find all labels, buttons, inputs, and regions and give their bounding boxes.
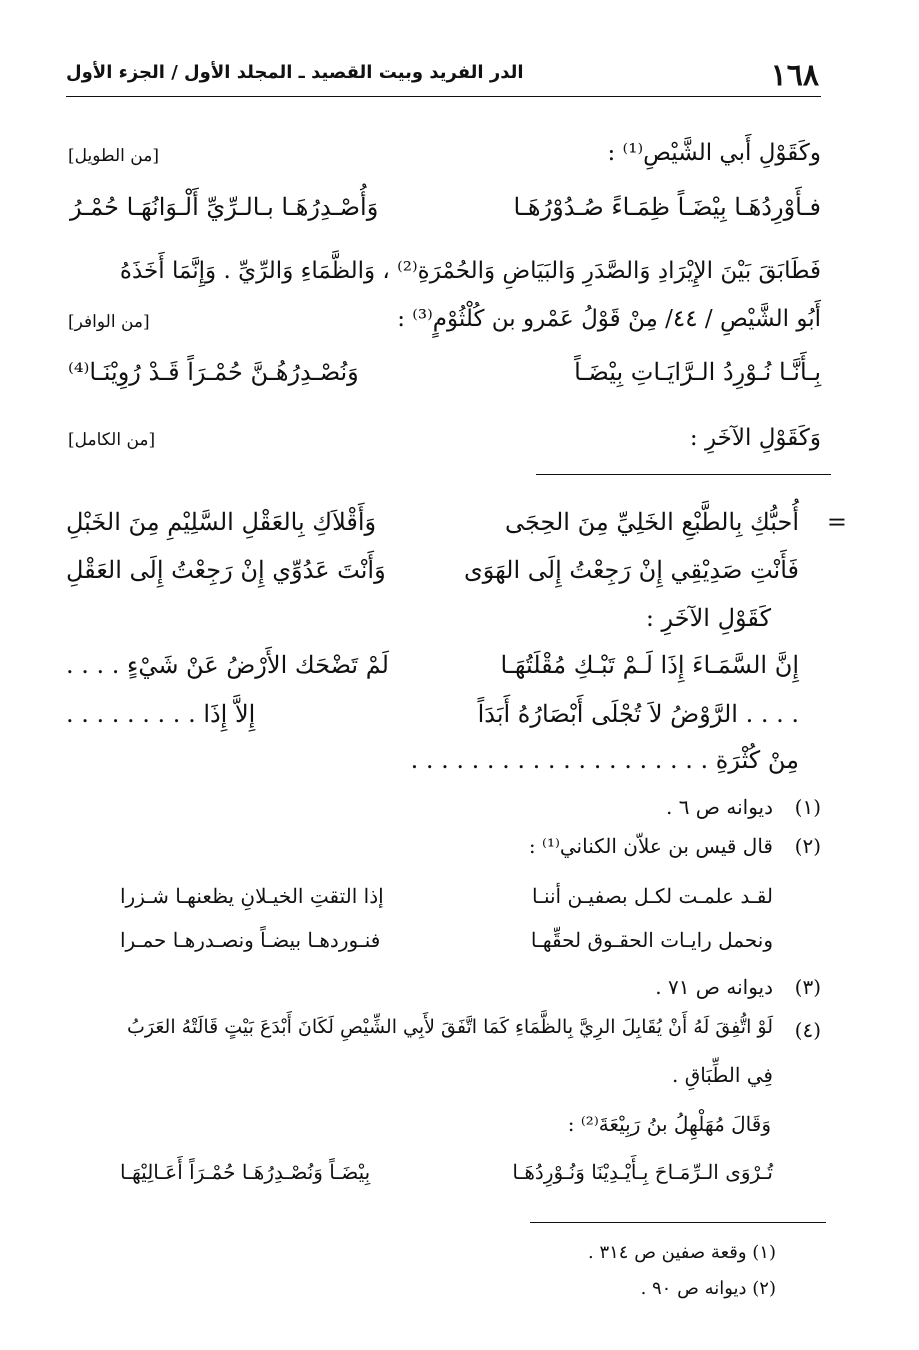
intro-line-1: وكَقَوْلِ أَبي الشَّيْصِ⁽¹⁾ : bbox=[607, 140, 821, 166]
footnote-3-text: ديوانه ص ٧١ . bbox=[655, 975, 773, 999]
cont-verse-4-right: . . . . الرَّوْضُ لاَ تُجْلَى أَبْصَارُهُ أَبَدَاً bbox=[477, 700, 799, 728]
meter-label-2: [من الوافر] bbox=[68, 312, 150, 332]
cont-verse-1-left: وَأَقْلاَكِ بِالعَقْلِ السَّلِيْمِ مِنَ الخَبْلِ bbox=[66, 508, 377, 536]
header-rule bbox=[66, 96, 821, 97]
footnote-4-verse-right: تُـرْوَى الـرِّمَـاحَ بِـأَيْـدِيْنَا وَنُـوْرِدُهَـا bbox=[512, 1160, 773, 1184]
cont-verse-3-right: إِنَّ السَّمَـاءَ إِذَا لَـمْ تَبْـكِ مُقْلَتُهَـا bbox=[500, 651, 799, 679]
running-title: الدر الفريد وبيت القصيد ـ المجلد الأول / الجزء الأول bbox=[66, 62, 524, 83]
footnote-separator bbox=[536, 474, 831, 475]
verse-1-first-hemistich: فـأَوْرِدُهَـا بِيْضَـاً ظِمَـاءً صُـدُوْرُهَـا bbox=[513, 193, 821, 221]
cont-intro: كَقَوْلِ الآخَرِ : bbox=[645, 604, 771, 632]
footnote-2-verse-1-left: إذا التقتِ الخيـلانِ يظعنهـا شـزرا bbox=[120, 884, 384, 908]
footnote-4-intro: وَقَالَ مُهَلْهِلُ بنُ رَبِيْعَةَ⁽²⁾ : bbox=[567, 1112, 771, 1136]
verse-2-second-hemistich: وَنُصْـدِرُهُـنَّ حُمْـرَاً قَـدْ رُوِيْنَـا⁽⁴⁾ bbox=[68, 358, 359, 386]
verse-1-second-hemistich: وَأُصْـدِرُهَـا بـالـرِّيِّ أَلْـوَانُهَـا حُمْـرُ bbox=[70, 193, 379, 221]
cont-verse-2-left: وَأَنْتَ عَدُوِّي إِنْ رَجِعْتُ إِلَى العَقْلِ bbox=[66, 556, 386, 584]
intro-line-2: وَكَقَوْلِ الآخَرِ : bbox=[689, 425, 821, 451]
continuation-mark: = bbox=[826, 508, 847, 536]
prose-line-2: أَبُو الشَّيْصِ / ٤٤/ مِنْ قَوْلُ عَمْرو بن كُلْثُوْمٍ⁽³⁾ : bbox=[397, 306, 821, 332]
footnote-4-text-line-2: فِي الطِّبَاقِ . bbox=[671, 1063, 773, 1087]
subfootnote-separator bbox=[530, 1222, 826, 1223]
footnote-4-text: لَوْ اتُّفِقَ لَهُ أَنْ يُقَابِلَ الرِيَّ بِالظَّمَاءِ كَمَا اتَّفَقَ لأَبِي الشِّيْصِ لَكَانَ أَبْدَعَ بَيْتٍ قَالَتْهُ العَرَبُ bbox=[127, 1016, 773, 1038]
footnote-1-number: (١) bbox=[794, 795, 821, 819]
cont-verse-2-right: فَأَنْتِ صَدِيْقِي إِنْ رَجِعْتُ إِلَى الهَوَى bbox=[463, 556, 799, 584]
footnote-4-number: (٤) bbox=[794, 1018, 821, 1042]
cont-verse-1-right: أُحبُّكِ بِالطَّبْعِ الخَلِيِّ مِنَ الحِجَى bbox=[504, 508, 799, 536]
meter-label-3: [من الكامل] bbox=[68, 430, 156, 450]
cont-verse-3-left: لَمْ تَضْحَك الأَرْضُ عَنْ شَيْءٍ . . . . bbox=[66, 651, 389, 679]
meter-label-1: [من الطويل] bbox=[68, 146, 159, 166]
footnote-4-verse-left: بِيْضَـاً وَنُصْـدِرُهَـا حُمْـرَاً أَعَـالِيْهَـا bbox=[120, 1160, 371, 1184]
subfootnote-1: (١) وقعة صفين ص ٣١٤ . bbox=[588, 1242, 776, 1263]
footnote-1-text: ديوانه ص ٦ . bbox=[665, 795, 773, 819]
footnote-2-number: (٢) bbox=[794, 834, 821, 858]
cont-verse-4-left: إِلاَّ إِذَا . . . . . . . . . bbox=[66, 700, 256, 728]
subfootnote-2: (٢) ديوانه ص ٩٠ . bbox=[640, 1278, 776, 1299]
cont-verse-5: مِنْ كُثْرَةِ . . . . . . . . . . . . . . . . . . . . bbox=[410, 746, 799, 774]
footnote-2-verse-2-left: فنـوردهـا بيضـاً ونصـدرهـا حمـرا bbox=[120, 928, 381, 952]
footnote-2-verse-2-right: ونحمل رايـات الحقـوق لحقِّهـا bbox=[530, 928, 773, 952]
page-number: ١٦٨ bbox=[770, 58, 819, 93]
footnote-2-text: قال قيس بن علاّن الكناني⁽¹⁾ : bbox=[528, 834, 773, 858]
prose-line-1: فَطَابَقَ بَيْنَ الإِيْرَادِ وَالصَّدَرِ وَالبَيَاضِ وَالحُمْرَةِ⁽²⁾ ، وَالظَّمَاءِ وَالرِّيِّ . وَإِنَّمَا أَخَذَهُ bbox=[119, 258, 821, 284]
footnote-2-verse-1-right: لقـد علمـت لكـل بصفيـن أننـا bbox=[531, 884, 773, 908]
footnote-3-number: (٣) bbox=[794, 975, 821, 999]
verse-2-first-hemistich: بِـأَنَّـا نُـوْرِدُ الـرَّايَـاتِ بِيْضَـاً bbox=[574, 358, 821, 386]
